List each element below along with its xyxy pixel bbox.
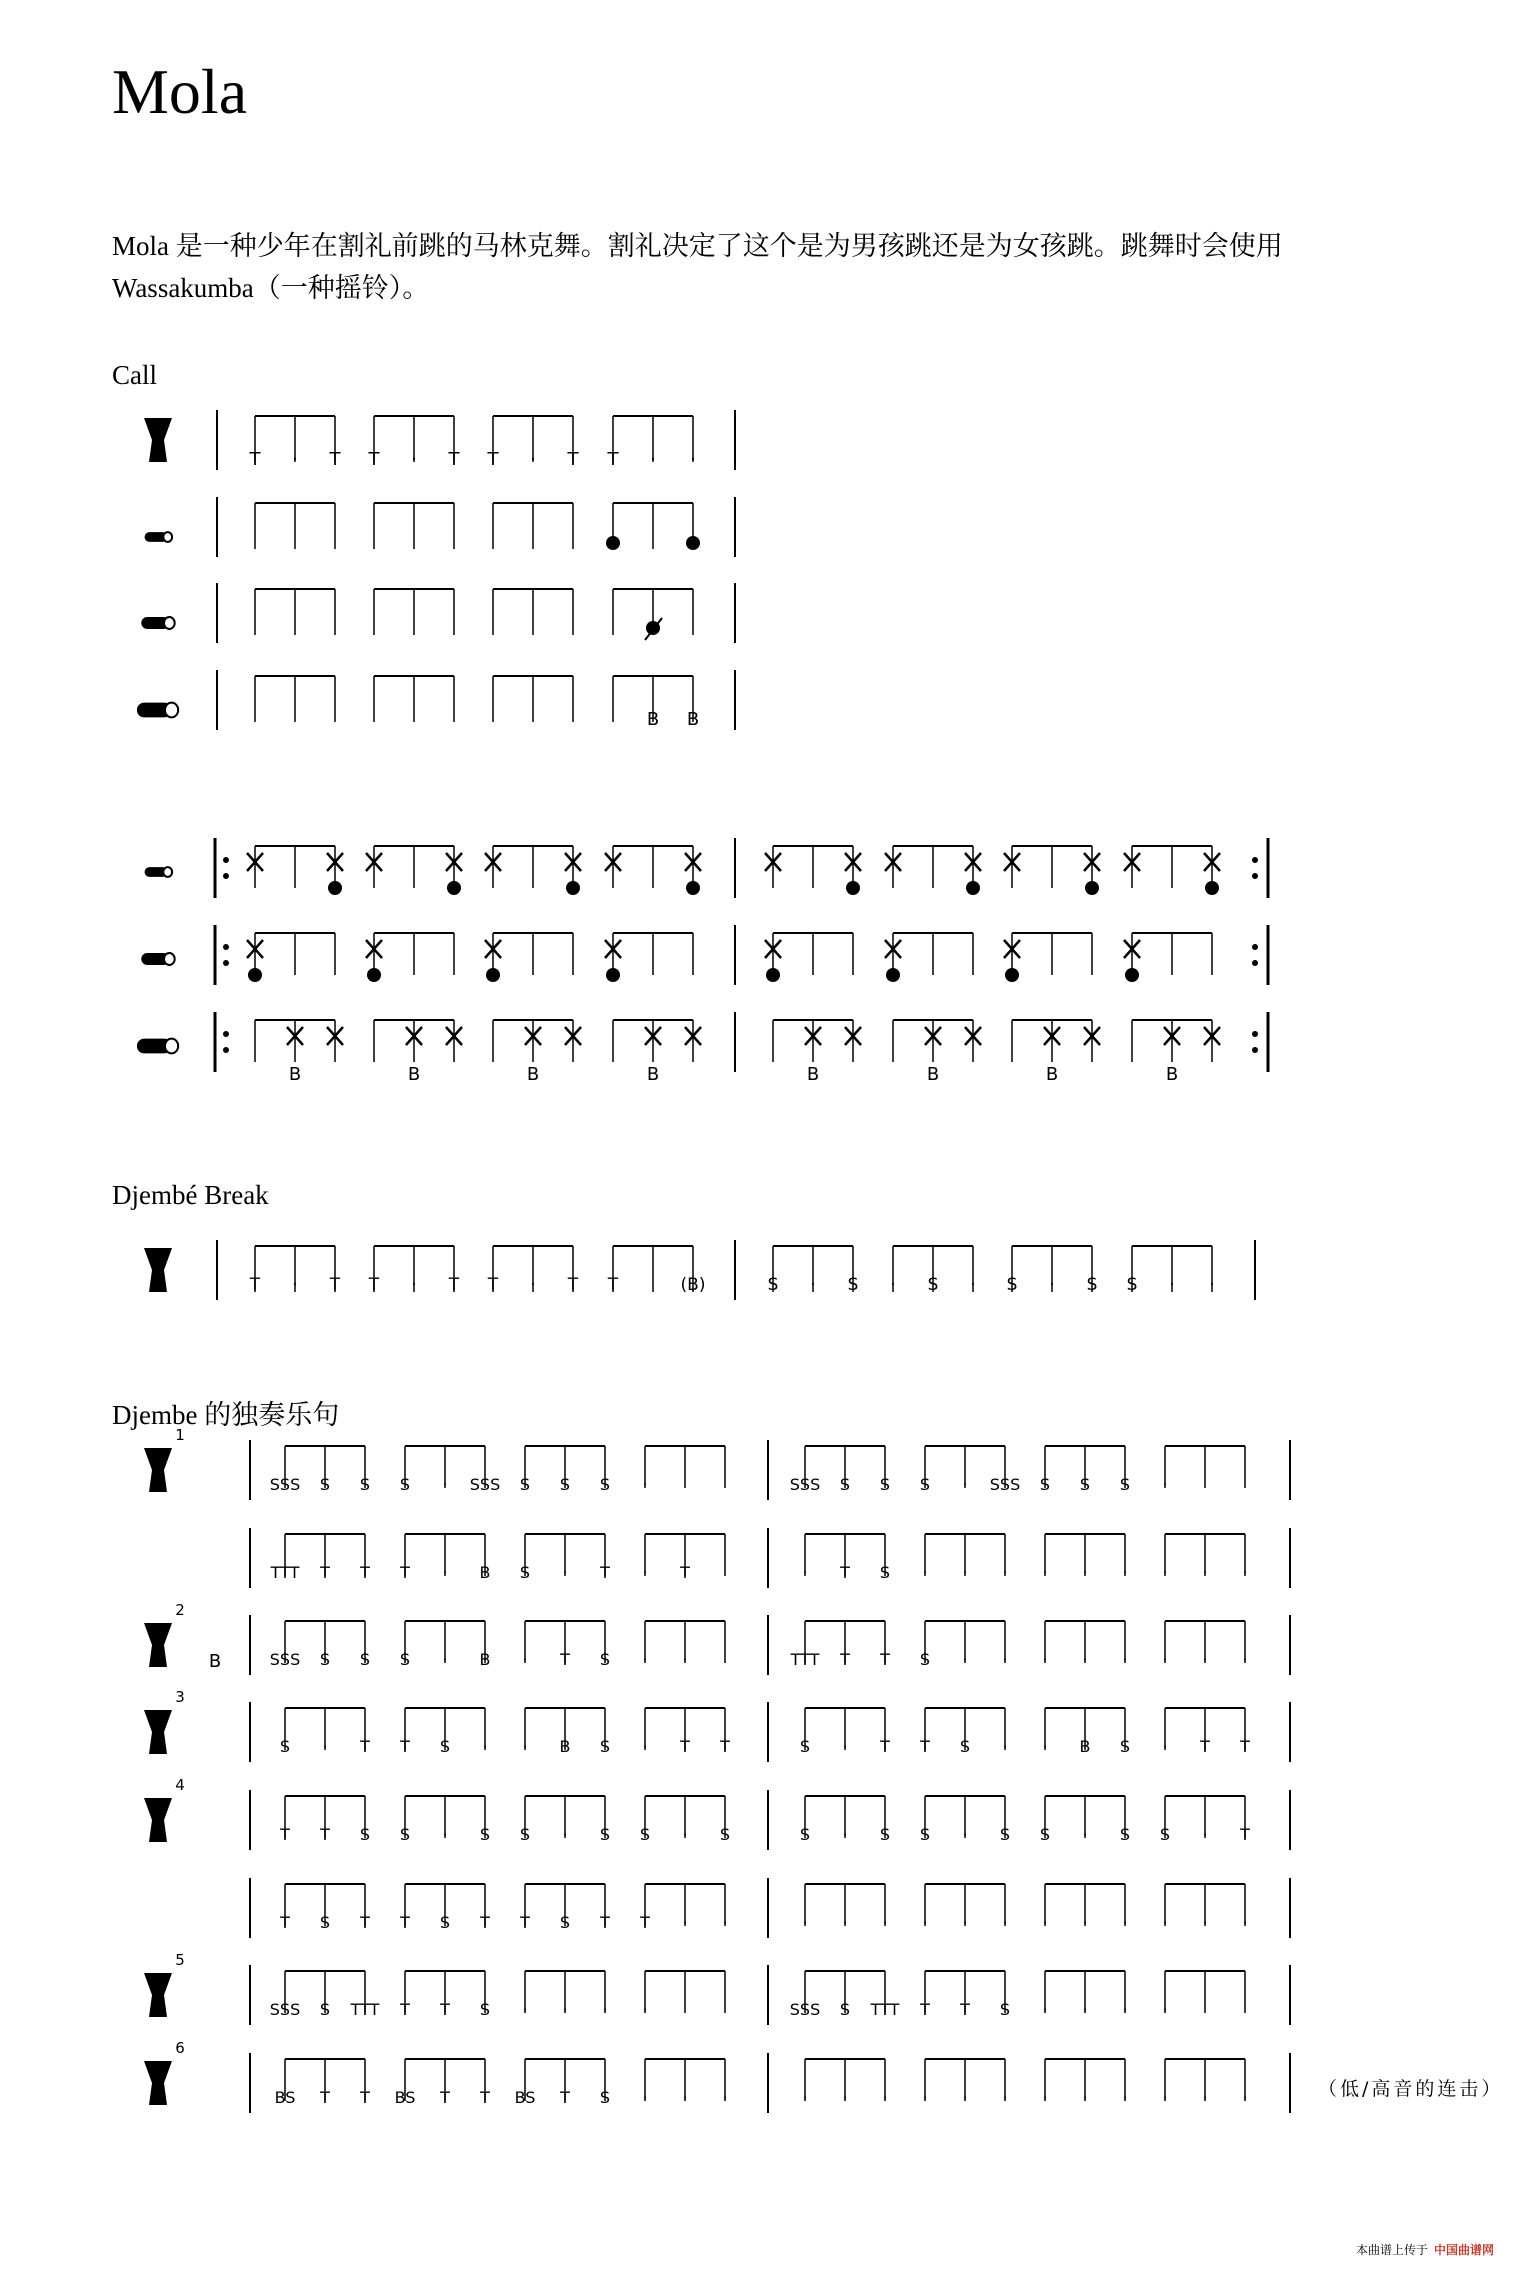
kenkeni-icon-head (163, 532, 172, 542)
call-djembe-note: · (690, 449, 696, 470)
call-dundunba-note: B (646, 709, 660, 730)
solo-note: S (1159, 1825, 1171, 1844)
solo-note: · (1002, 1913, 1008, 1932)
solo-note: TTT (790, 1650, 820, 1669)
break-note: T (448, 1275, 460, 1295)
solo-note: S (839, 2000, 851, 2019)
solo-note: · (1122, 2000, 1128, 2019)
solo-number: 5 (175, 1951, 185, 1969)
solo-note: · (842, 2088, 848, 2107)
solo-note: · (562, 1825, 568, 1844)
solo-note: SSS (789, 1475, 821, 1494)
solo-note: · (1122, 2088, 1128, 2107)
break-note: · (530, 1275, 536, 1295)
section-solo-label: Djembe 的独奏乐句 (112, 1400, 340, 1430)
sangban-icon-head (164, 617, 175, 629)
break-note: · (411, 1275, 417, 1295)
call-kenkeni-dot (686, 536, 700, 550)
solo-note: · (1002, 1563, 1008, 1582)
bell-dot (686, 881, 700, 895)
solo-note: T (1200, 1737, 1210, 1756)
solo-note: S (359, 1475, 371, 1494)
solo-note: T (680, 1737, 690, 1756)
break-note: · (970, 1275, 976, 1295)
djembe-icon (144, 1248, 172, 1292)
solo-note: T (480, 1913, 490, 1932)
solo-note: S (399, 1475, 411, 1494)
solo-note: S (1039, 1475, 1051, 1494)
solo-note: · (1082, 2000, 1088, 2019)
solo-note: · (1122, 1913, 1128, 1932)
solo-note: T (280, 1825, 290, 1844)
solo-note: T (920, 2000, 930, 2019)
dundunba-note: B (526, 1064, 540, 1085)
solo-note: T (1240, 1825, 1250, 1844)
solo-note: S (519, 1563, 531, 1582)
solo-note: S (999, 2000, 1011, 2019)
solo-note: S (319, 1650, 331, 1669)
solo-note: S (879, 1825, 891, 1844)
sangban-dot (486, 968, 500, 982)
call-djembe-note: · (650, 449, 656, 470)
solo-note: T (720, 1737, 730, 1756)
solo-note: T (440, 2000, 450, 2019)
repeat-dot (223, 960, 229, 966)
repeat-dot (223, 857, 229, 863)
solo-note: · (602, 2000, 608, 2019)
solo-note: S (319, 1913, 331, 1932)
solo-note: S (359, 1650, 371, 1669)
sangban-dot (886, 968, 900, 982)
solo-note: SSS (269, 1650, 301, 1669)
dundunba-icon-head (165, 703, 178, 718)
solo-note: S (1119, 1825, 1131, 1844)
solo-note: SSS (469, 1475, 501, 1494)
solo-number: 6 (175, 2039, 185, 2057)
djembe-icon (144, 418, 172, 462)
break-note: S (1006, 1275, 1018, 1295)
solo-note: T (440, 2088, 450, 2107)
break-note: · (890, 1275, 896, 1295)
bell-dot (447, 881, 461, 895)
solo-note: T (360, 1913, 370, 1932)
solo-note: · (802, 1913, 808, 1932)
solo-note: T (400, 2000, 410, 2019)
repeat-dot (223, 1047, 229, 1053)
break-note: T (368, 1275, 380, 1295)
break-note: · (1209, 1275, 1215, 1295)
call-djembe-note: T (368, 449, 380, 470)
repeat-dot (1252, 857, 1258, 863)
solo-note: · (642, 1563, 648, 1582)
solo-note: · (1162, 1650, 1168, 1669)
solo-note: · (962, 2088, 968, 2107)
solo-note: B (1079, 1737, 1091, 1756)
solo-note: TTT (350, 2000, 380, 2019)
solo-note: B (479, 1650, 491, 1669)
solo-note: · (842, 1737, 848, 1756)
break-note: · (292, 1275, 298, 1295)
solo-note: · (802, 2088, 808, 2107)
solo-note: · (682, 1913, 688, 1932)
solo-note: S (599, 1650, 611, 1669)
solo-note: · (1042, 1737, 1048, 1756)
solo-note: SSS (989, 1475, 1021, 1494)
solo-note: S (959, 1737, 971, 1756)
solo-note: S (919, 1650, 931, 1669)
djembe-icon (144, 1710, 172, 1754)
call-djembe-note: T (329, 449, 341, 470)
dundunba-icon-head (165, 1039, 178, 1054)
sangban-dot (606, 968, 620, 982)
solo-note: S (319, 2000, 331, 2019)
solo-note: B (559, 1737, 571, 1756)
solo-note: · (642, 2000, 648, 2019)
dundunba-note: B (407, 1064, 421, 1085)
solo-note: T (400, 1913, 410, 1932)
solo-note: · (1202, 1563, 1208, 1582)
solo-note: · (882, 1913, 888, 1932)
solo-note: B (479, 1563, 491, 1582)
solo-note: S (799, 1737, 811, 1756)
solo-note: S (519, 1825, 531, 1844)
djembe-icon (144, 1448, 172, 1492)
solo-note: T (920, 1737, 930, 1756)
solo-note: · (1242, 2088, 1248, 2107)
side-note: （低/高音的连击） (1318, 2078, 1504, 2100)
solo-note: · (442, 1825, 448, 1844)
solo-note: · (1042, 1650, 1048, 1669)
solo-note: · (922, 1913, 928, 1932)
solo-note: · (922, 1563, 928, 1582)
solo-note: S (639, 1825, 651, 1844)
bell-dot (328, 881, 342, 895)
solo-note: T (400, 1737, 410, 1756)
solo-note: · (1002, 2088, 1008, 2107)
solo-note: · (962, 1825, 968, 1844)
solo-note: · (1042, 2000, 1048, 2019)
solo-note: T (880, 1737, 890, 1756)
solo-note: S (599, 1475, 611, 1494)
solo-note: BS (514, 2088, 536, 2107)
bell-dot (966, 881, 980, 895)
solo-note: · (1122, 1650, 1128, 1669)
solo-note: T (600, 1563, 610, 1582)
break-note: T (567, 1275, 579, 1295)
solo-number: 4 (175, 1776, 185, 1794)
solo-note: · (1162, 1563, 1168, 1582)
solo-note: S (599, 2088, 611, 2107)
repeat-dot (223, 944, 229, 950)
solo-note: S (399, 1650, 411, 1669)
call-djembe-note: · (292, 449, 298, 470)
solo-note: · (962, 1475, 968, 1494)
solo-note: S (279, 1737, 291, 1756)
solo-note: T (360, 1737, 370, 1756)
solo-note: · (1042, 2088, 1048, 2107)
break-note: S (847, 1275, 859, 1295)
call-djembe-note: · (411, 449, 417, 470)
break-note: T (487, 1275, 499, 1295)
solo-note: T (960, 2000, 970, 2019)
djembe-icon (144, 1623, 172, 1667)
solo-note: · (1202, 2088, 1208, 2107)
kenkeni-icon-head (163, 867, 172, 877)
break-note: S (1126, 1275, 1138, 1295)
bell-dot (1085, 881, 1099, 895)
solo-note: · (642, 1475, 648, 1494)
solo-note: S (359, 1825, 371, 1844)
solo-note: · (482, 1737, 488, 1756)
solo-note: S (919, 1825, 931, 1844)
solo-note: SSS (789, 2000, 821, 2019)
solo-note: S (799, 1825, 811, 1844)
solo-note: · (962, 1650, 968, 1669)
solo-note: · (722, 1913, 728, 1932)
solo-note: · (1042, 1913, 1048, 1932)
repeat-dot (223, 1031, 229, 1037)
repeat-dot (1252, 1031, 1258, 1037)
break-note: · (1049, 1275, 1055, 1295)
solo-note: · (842, 1913, 848, 1932)
solo-note: · (722, 2088, 728, 2107)
solo-note: · (682, 2088, 688, 2107)
solo-note: S (1079, 1475, 1091, 1494)
solo-number: 2 (175, 1601, 185, 1619)
break-note: · (1169, 1275, 1175, 1295)
solo-note: T (1240, 1737, 1250, 1756)
repeat-dot (1252, 944, 1258, 950)
section-call-label: Call (112, 360, 157, 390)
call-djembe-note: T (249, 449, 261, 470)
solo-note: TTT (270, 1563, 300, 1582)
solo-note: · (1202, 1825, 1208, 1844)
dundunba-note: B (806, 1064, 820, 1085)
solo-note: · (1082, 2088, 1088, 2107)
break-note: (B) (680, 1275, 706, 1295)
solo-number: 1 (175, 1426, 185, 1444)
solo-note: · (682, 1650, 688, 1669)
solo-note: BS (394, 2088, 416, 2107)
solo-note: S (1039, 1825, 1051, 1844)
solo-note: · (442, 1650, 448, 1669)
solo-note: · (522, 1737, 528, 1756)
sangban-dot (766, 968, 780, 982)
sangban-dot (367, 968, 381, 982)
solo-note: S (719, 1825, 731, 1844)
page-title: Mola (112, 56, 248, 127)
solo-note: · (1162, 1737, 1168, 1756)
djembe-icon (144, 2061, 172, 2105)
solo-note: · (922, 2088, 928, 2107)
solo-note: S (319, 1475, 331, 1494)
solo-note: T (320, 1825, 330, 1844)
solo-note: · (1162, 1475, 1168, 1494)
solo-note: S (599, 1825, 611, 1844)
sangban-dot (248, 968, 262, 982)
djembe-icon (144, 1798, 172, 1842)
dundunba-note: B (646, 1064, 660, 1085)
solo-note: · (1082, 1563, 1088, 1582)
solo-note: · (442, 1475, 448, 1494)
solo-note: · (882, 2088, 888, 2107)
solo-note: · (1242, 1563, 1248, 1582)
solo-note: · (1122, 1563, 1128, 1582)
dundunba-note: B (1165, 1064, 1179, 1085)
solo-note: · (562, 2000, 568, 2019)
bell-dot (846, 881, 860, 895)
solo-note: T (360, 2088, 370, 2107)
solo-note: T (680, 1563, 690, 1582)
solo-note: · (1042, 1563, 1048, 1582)
call-djembe-note: T (448, 449, 460, 470)
solo-note: · (962, 1563, 968, 1582)
solo-note: S (879, 1475, 891, 1494)
solo-note: · (962, 1913, 968, 1932)
solo-note: S (839, 1475, 851, 1494)
repeat-dot (1252, 873, 1258, 879)
break-note: S (1086, 1275, 1098, 1295)
solo-note: T (560, 1650, 570, 1669)
break-note: S (767, 1275, 779, 1295)
solo-note: · (1002, 1737, 1008, 1756)
intro-paragraph: Mola 是一种少年在割礼前跳的马林克舞。割礼决定了这个是为男孩跳还是为女孩跳。跳舞时会使用 Wassakumba（一种摇铃）。 (112, 231, 1283, 303)
solo-note: · (1242, 1650, 1248, 1669)
solo-note: · (1202, 1913, 1208, 1932)
solo-note: S (919, 1475, 931, 1494)
sangban-dot (1005, 968, 1019, 982)
solo-note: · (522, 1650, 528, 1669)
break-note: T (249, 1275, 261, 1295)
break-note: · (810, 1275, 816, 1295)
solo-note: S (1119, 1737, 1131, 1756)
repeat-dot (1252, 1047, 1258, 1053)
solo-note: T (640, 1913, 650, 1932)
sangban-icon-head (164, 953, 175, 965)
solo-pre-note: B (208, 1651, 222, 1672)
section-break-label: Djembé Break (112, 1180, 269, 1210)
solo-note: SSS (269, 1475, 301, 1494)
call-djembe-note: · (530, 449, 536, 470)
solo-note: S (399, 1825, 411, 1844)
footer-text: 本曲谱上传于 (1355, 2243, 1428, 2257)
solo-note: T (560, 2088, 570, 2107)
solo-note: T (320, 1563, 330, 1582)
solo-note: S (479, 1825, 491, 1844)
solo-note: · (1082, 1650, 1088, 1669)
solo-note: S (559, 1475, 571, 1494)
solo-note: S (479, 2000, 491, 2019)
solo-note: · (1242, 1913, 1248, 1932)
solo-note: T (480, 2088, 490, 2107)
solo-note: TTT (870, 2000, 900, 2019)
solo-note: T (600, 1913, 610, 1932)
solo-note: S (439, 1913, 451, 1932)
djembe-icon (144, 1973, 172, 2017)
solo-note: S (1119, 1475, 1131, 1494)
solo-note: S (439, 1737, 451, 1756)
call-djembe-note: T (567, 449, 579, 470)
solo-note: · (642, 1650, 648, 1669)
solo-note: T (880, 1650, 890, 1669)
solo-note: T (280, 1913, 290, 1932)
bell-dot (566, 881, 580, 895)
solo-note: T (400, 1563, 410, 1582)
call-djembe-note: T (487, 449, 499, 470)
solo-note: · (1162, 1913, 1168, 1932)
break-note: T (607, 1275, 619, 1295)
bell-dot (1205, 881, 1219, 895)
solo-note: BS (274, 2088, 296, 2107)
solo-note: · (642, 1737, 648, 1756)
solo-note: S (519, 1475, 531, 1494)
solo-note: · (322, 1737, 328, 1756)
solo-note: · (1162, 2088, 1168, 2107)
footer-logo: 中国曲谱网 (1433, 2243, 1494, 2257)
solo-note: S (999, 1825, 1011, 1844)
solo-number: 3 (175, 1688, 185, 1706)
solo-note: T (320, 2088, 330, 2107)
solo-note: S (559, 1913, 571, 1932)
solo-note: · (1082, 1913, 1088, 1932)
solo-note: · (442, 1563, 448, 1582)
solo-note: · (562, 1563, 568, 1582)
break-note: T (329, 1275, 341, 1295)
solo-note: · (522, 2000, 528, 2019)
dundunba-note: B (926, 1064, 940, 1085)
call-kenkeni-dot (606, 536, 620, 550)
break-note: S (927, 1275, 939, 1295)
dundunba-note: B (1045, 1064, 1059, 1085)
call-djembe-note: T (607, 449, 619, 470)
solo-note: T (520, 1913, 530, 1932)
solo-note: T (840, 1563, 850, 1582)
solo-note: · (1202, 1650, 1208, 1669)
dundunba-note: B (288, 1064, 302, 1085)
solo-note: · (682, 1825, 688, 1844)
call-dundunba-note: B (686, 709, 700, 730)
solo-note: · (1082, 1825, 1088, 1844)
solo-note: · (1002, 1650, 1008, 1669)
solo-note: SSS (269, 2000, 301, 2019)
solo-note: · (802, 1563, 808, 1582)
repeat-dot (223, 873, 229, 879)
solo-note: · (642, 2088, 648, 2107)
solo-note: S (879, 1563, 891, 1582)
solo-note: S (599, 1737, 611, 1756)
solo-note: T (840, 1650, 850, 1669)
sangban-dot (1125, 968, 1139, 982)
solo-note: · (842, 1825, 848, 1844)
solo-note: T (360, 1563, 370, 1582)
repeat-dot (1252, 960, 1258, 966)
solo-note: · (1162, 2000, 1168, 2019)
